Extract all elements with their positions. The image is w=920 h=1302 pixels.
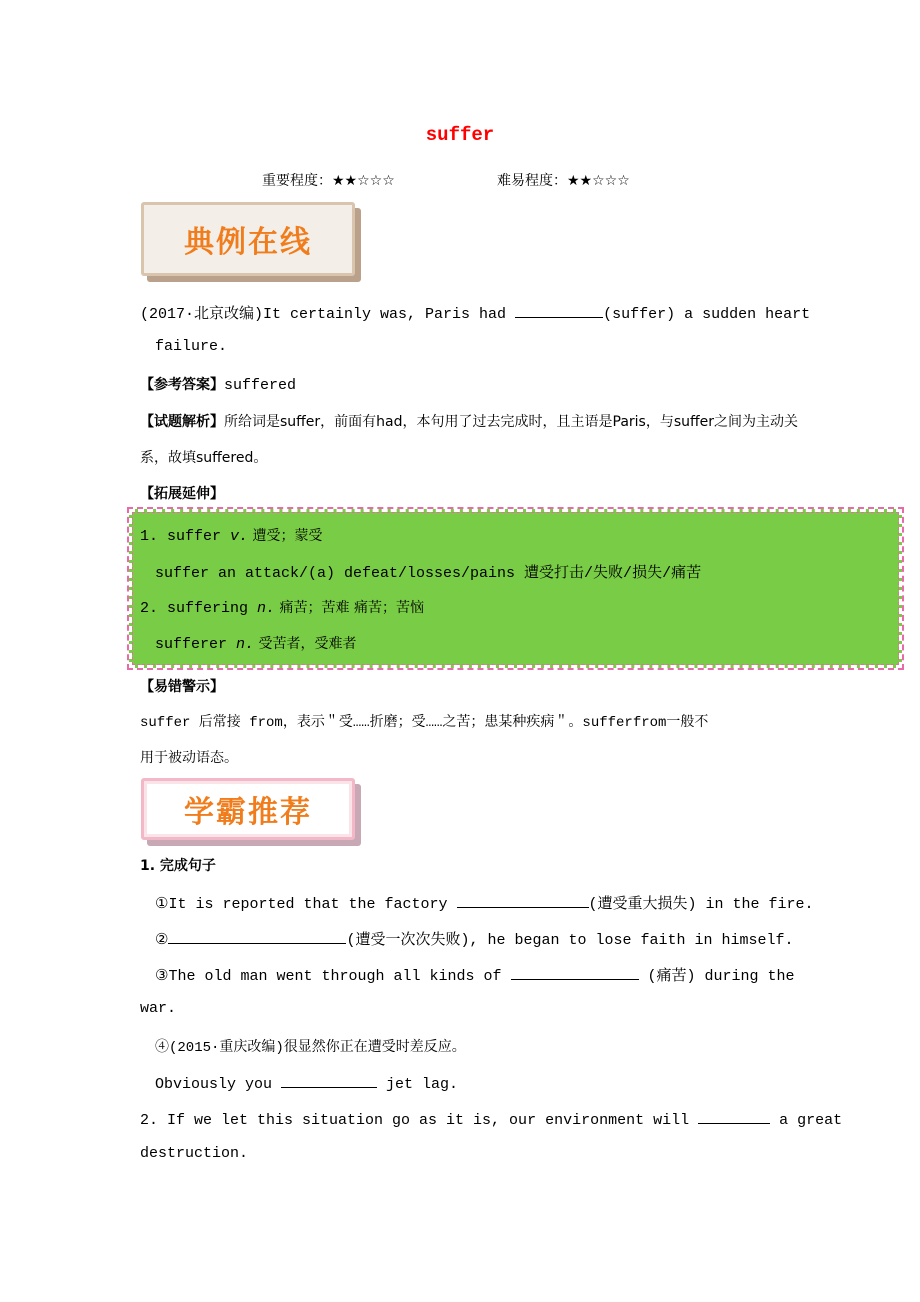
part-of-speech: n.	[236, 636, 255, 653]
example-line-2: failure.	[155, 338, 228, 355]
sentence-text-end: jet lag.	[377, 1076, 459, 1093]
difficulty-stars: ★★☆☆☆	[567, 173, 630, 189]
sentence-2	[155, 928, 794, 949]
answer-value: suffered	[224, 377, 297, 394]
answer-label: 【参考答案】	[140, 377, 224, 393]
recommend-banner-text: 学霸推荐	[141, 778, 355, 840]
answer-line	[140, 374, 296, 394]
example-line-1	[140, 302, 810, 323]
fill-blank[interactable]	[281, 1073, 377, 1088]
fill-blank[interactable]	[457, 893, 589, 908]
part-of-speech: v.	[230, 528, 249, 545]
sentence-text-end: (痛苦) during the	[638, 968, 795, 985]
sentence-number: ②	[155, 932, 169, 949]
fill-blank[interactable]	[511, 965, 639, 980]
sentence-text-end: (遭受一次次失败), he began to lose faith in himself.	[346, 932, 794, 949]
difficulty-rating	[497, 170, 630, 190]
warning-line-2: 用于被动语态。	[140, 751, 238, 767]
analysis-line-1	[140, 411, 798, 431]
importance-stars: ★★☆☆☆	[332, 173, 395, 189]
example-banner	[141, 202, 361, 282]
extension-line-3	[140, 597, 424, 617]
question-2	[140, 1109, 842, 1129]
answer-blank	[515, 303, 603, 318]
example-banner-text: 典例在线	[141, 202, 355, 276]
word: 1. suffer	[140, 528, 231, 545]
sentence-text: Obviously you	[155, 1076, 282, 1093]
fill-blank[interactable]	[698, 1109, 770, 1124]
analysis-line-2: 系，故填suffered。	[140, 450, 268, 466]
word: 2. suffering	[140, 600, 258, 617]
warning-label: 【易错警示】	[140, 679, 224, 695]
sentence-text: ①It is reported that the factory	[155, 896, 457, 913]
word: sufferer	[155, 636, 237, 653]
analysis-text: 所给词是suffer，前面有had，本句用了过去完成时，且主语是Paris，与suffer之间为主动关	[224, 414, 799, 430]
meaning: 遭受；蒙受	[248, 528, 323, 544]
warning-line-1: suffer 后常接 from，表示＂受……折磨；受……之苦；患某种疾病＂。sufferfrom一般不	[140, 715, 709, 731]
extension-line-1	[140, 525, 322, 545]
part-of-speech: n.	[257, 600, 276, 617]
extension-line-2: suffer an attack/(a) defeat/losses/pains 遭受打击/失败/损失/痛苦	[155, 565, 702, 582]
meaning: 受苦者，受难者	[254, 636, 357, 652]
page-title: suffer	[425, 124, 495, 146]
example-text: (2017·北京改编)It certainly was, Paris had	[140, 306, 516, 323]
importance-rating	[262, 170, 395, 190]
question-2-continued: destruction.	[140, 1145, 249, 1162]
recommend-banner	[141, 778, 361, 846]
sentence-3	[155, 964, 795, 985]
sentence-1	[155, 892, 814, 913]
question-text-end: a great	[770, 1112, 843, 1129]
sentence-text-end: (遭受重大损失) in the fire.	[588, 896, 814, 913]
extension-line-4	[155, 633, 356, 653]
extension-label: 【拓展延伸】	[140, 486, 224, 502]
example-text-end: (suffer) a sudden heart	[603, 306, 811, 323]
importance-label: 重要程度：	[262, 173, 332, 189]
difficulty-label: 难易程度：	[497, 173, 567, 189]
question-1-label: 1. 完成句子	[140, 858, 216, 874]
sentence-4-prompt: ④(2015·重庆改编)很显然你正在遭受时差反应。	[155, 1040, 466, 1056]
meaning: 痛苦；苦难 痛苦；苦恼	[275, 600, 424, 616]
analysis-label: 【试题解析】	[140, 414, 224, 430]
sentence-3-continued: war.	[140, 1000, 177, 1017]
fill-blank[interactable]	[168, 929, 346, 944]
sentence-text: ③The old man went through all kinds of	[155, 968, 511, 985]
sentence-4	[155, 1073, 458, 1093]
question-text: 2. If we let this situation go as it is, our environment will	[140, 1112, 699, 1129]
